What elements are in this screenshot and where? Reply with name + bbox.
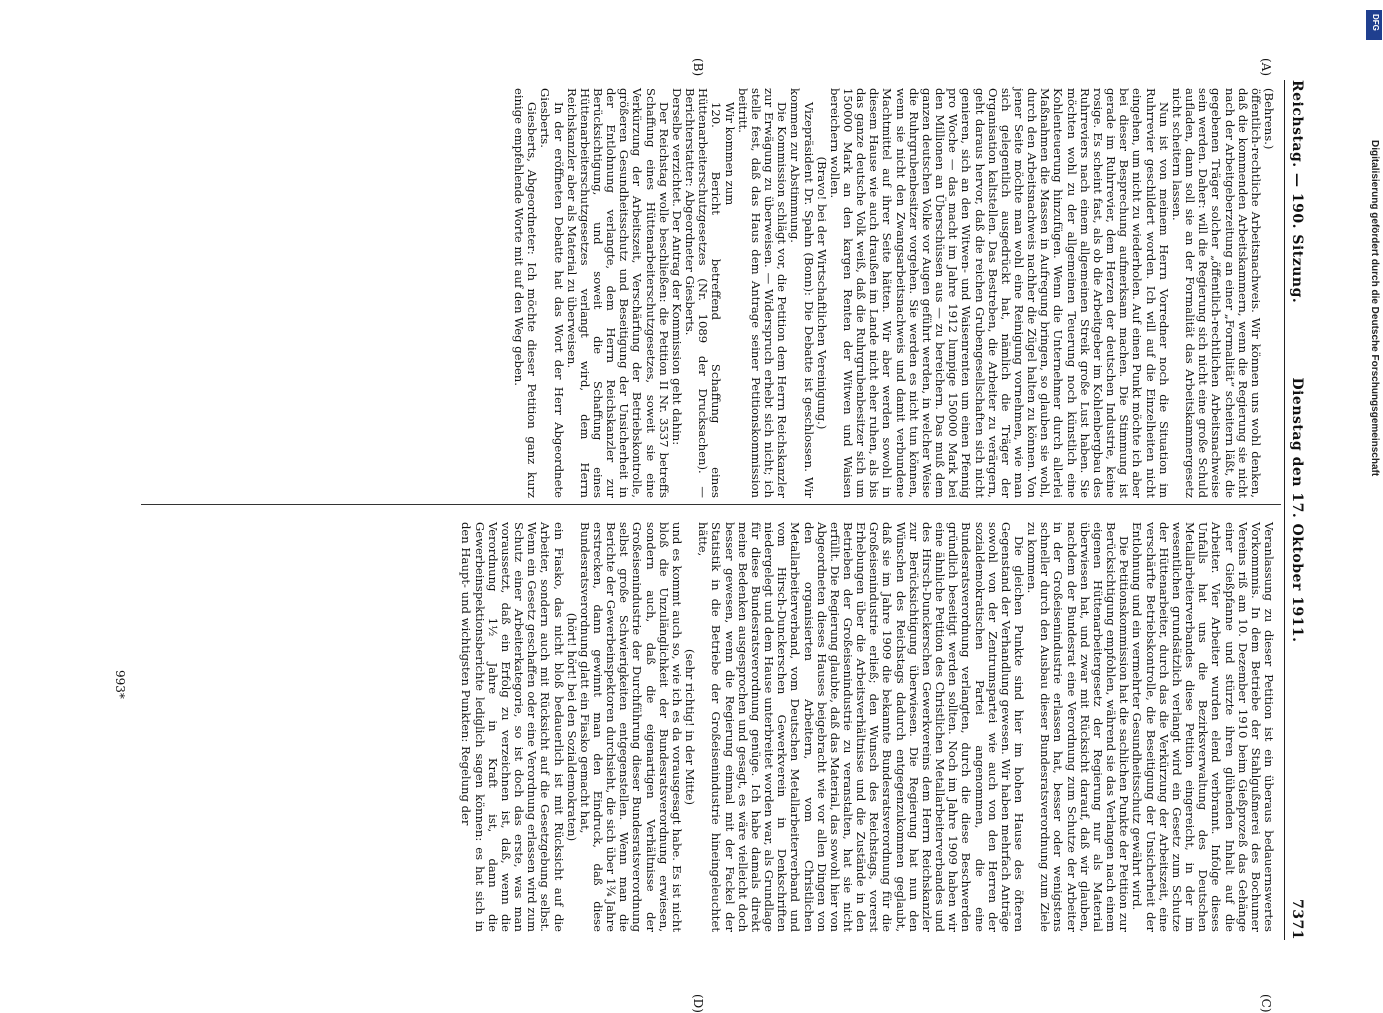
- paragraph: Die Petitionskommission hat die sachlichen Punkte der Petition zur Berücksichtigung empfohlen, während sie das Verlangen nach einem eigenen Hüttenarbeitergesetz der Regierung nur als Material überwiesen hat, und zwar mit Rücksicht darauf, daß wir glauben, nachdem der Bundesrat eine Verordnung zum Schutze der Arbeiter in der Großeisenindustrie erlassen hat, besser oder wenigstens schneller durch den Ausbau dieser Bundesratsverordnung zum Ziele zu kommen.: [1025, 522, 1132, 932]
- paragraph: Vizepräsident Dr. Spahn (Bonn): Die Debatte ist geschlossen. Wir kommen zur Abstimmung.: [788, 88, 816, 498]
- margin-mark-d: (D): [691, 994, 705, 1013]
- motion-text: Der Reichstag wolle beschließen: die Petition II Nr. 3537 betreffs Schaffung eines Hüttenarbeiterschutzgesetzes, soweit sie eine Verkürzung der Arbeitszeit, Verschärfung der Betriebskontrolle, größeren Gesundheitsschutz und Beseitigung der Unsicherheit in der Entlohnung verlangte, dem Herrn Reichskanzler zur Berücksichtigung, und soweit die Schaffung eines Hüttenarbeiterschutzgesetzes verlangt wird, dem Herrn Reichskanzler aber als Material zu überweisen.: [564, 88, 671, 498]
- paragraph: Die Kommission schlägt vor, die Petition dem Herrn Reichskanzler zur Erwägung zu überweisen. — Widerspruch erhebt sich nicht; ich stelle fest, daß das Haus dem Antrage seiner Petitionskommission beitritt.: [735, 88, 790, 498]
- interjection: (hört! hört! bei den Sozialdemokraten): [564, 612, 579, 842]
- header-center: Dienstag den 17. Oktober 1911.: [1289, 377, 1305, 643]
- paragraph: Giesberts, Abgeordneter: Ich möchte dieser Petition ganz kurz einige empfehlende Worte mit auf den Weg geben.: [512, 88, 540, 498]
- interjection: (Bravo! bei der Wirtschaftlichen Vereinigung.): [814, 156, 829, 430]
- paragraph: Nun ist von meinem Herrn Vorredner noch die Situation im Ruhrrevier geschildert worden. Ich will auf die Einzelheiten nicht eingehen, um nicht zu wiederholen. Auf einen Punkt möchte ich aber bei dieser Besprechung aufmerksam machen. Die Stimmung ist gerade im Ruhrrevier, dem Herzen der deutschen Industrie, keine rosige. Es scheint fast, als ob die Arbeitgeber im Kohlenbergbau des Ruhrreviers nach einem allgemeinen Streik große Lust haben. Sie möchten wohl zu der allgemeinen Teuerung noch künstlich eine Kohlenteuerung hinzufügen. Wenn die Unternehmer durch allerlei Maßnahmen die Massen in Aufregung bringen, so glauben sie wohl, durch den Arbeitsnachweis nachher die Zügel halten zu können. Von jener Seite möchte man wohl eine Reinigung vornehmen, wie man sich gelegentlich ausgedrückt hat, nämlich die Träger der Organisation kaltstellen. Das Bestreben, die Arbeiter zu verärgern, geht daraus hervor, daß die reichen Grubengesellschaften sich nicht genieren, sich an den Witwen- und Waisenrenten um einen Pfennig pro Woche — das macht im Jahre 1912 lumpige 150000 Mark bei den Millionen an Überschüssen aus — zu bereichern. Das muß dem ganzen deutschen Volke vor Augen geführt werden, in welcher Weise die Ruhrgrubenbesitzer vorgehen. Sie werden es nicht tun können, wenn sie nicht den Zwangsarbeitsnachweis und damit verbundene Machtmittel auf ihrer Seite hätten. Wir aber werden sowohl in diesem Hause wie auch draußen im Lande nicht eher ruhen, als bis das ganze deutsche Volk weiß, daß die Ruhrgrubenbesitzer sich um 150000 Mark an den kargen Renten der Witwen und Waisen bereichern wollen.: [827, 88, 1171, 498]
- margin-mark-c: (C): [1259, 994, 1273, 1013]
- margin-mark-a: (A): [1259, 58, 1273, 77]
- right-column: [459, 522, 1275, 932]
- paragraph: ein Fiasko, das nicht bloß bedauerlich ist mit Rücksicht auf die Arbeiter, sondern auch mit Rücksicht auf die Gesetzgebung selbst. Wenn ein Gesetz geschaffen oder eine Verordnung erlassen wird zum Schutz einer Arbeiterkategorie, so ist doch das erste, was man voraussetzt, daß ein Erfolg zu verzeichnen ist, daß, wenn die Verordnung 1½ Jahre in Kraft ist, dann die Gewerbeinspektionsberichte lediglich sagen können: es hat sich in den Haupt- und wichtigsten Punkten: Regelung der: [459, 522, 566, 932]
- left-column: [512, 88, 1275, 498]
- agenda-item: 120. Bericht betreffend Schaffung eines Hüttenarbeiterschutzgesetzes (Nr. 1089 der Drucksachen). — Berichterstatter: Abgeordneter Giesberts.: [683, 88, 724, 498]
- rotated-page: [0, 30, 1345, 1013]
- dfg-logo: DFG: [1366, 10, 1382, 40]
- paragraph: öffentlich-rechtliche Arbeitsnachweis. Wir können uns wohl denken, daß die kommenden Arbeitskammern, wenn die Regierung sie nicht nach der Arbeitgeberzeitung an einer „Formalität“ scheitern läßt, die gegebenen Träger solcher „öffentlich-rechtlichen Arbeitsnachweise sein werden. Daher: will die Regierung sich nicht eine große Schuld aufladen, dann soll sie an der Formalität das Arbeitskammergesetz nicht scheitern lassen.: [1169, 88, 1263, 498]
- paragraph: Derselbe verzichtet. Der Antrag der Kommission geht dahin:: [669, 88, 684, 446]
- page-signature: 993*: [113, 670, 127, 699]
- paragraph: Wir kommen zum: [722, 102, 737, 206]
- page-number: 7371: [1289, 899, 1305, 940]
- paragraph: Veranlassung zu dieser Petition ist ein überaus bedauernswertes Vorkommnis. In dem Betriebe der Stahlgußmerei des Bochumer Vereins riß am 10. Dezember 1910 beim Gießprozeß das Gehänge einer Gießpfanne und stürzte ihren glühenden Inhalt auf die Arbeiter. Vier Arbeiter wurden elend verbrannt. Infolge dieses Unfalls hat uns die Bezirksverwaltung des Deutschen Metallarbeiterverbandes diese Petition eingereicht, in der im wesentlichen grundsätzlich verlangt wird ein Gesetz zum Schutze der Hüttenarbeiter, durch das die Verkürzung der Arbeitszeit, eine verschärfte Betriebskontrolle, die Beseitigung der Unsicherheit der Entlohnung und ein vermehrter Gesundheitsschutz gewährt wird.: [1130, 522, 1276, 932]
- interjection: (sehr richtig! in der Mitte): [683, 648, 698, 806]
- paragraph: und es kommt auch so, wie ich es da vorausgesagt habe. Es ist nicht bloß die Unzulänglichkeit der Bundesratsverordnung erwiesen, sondern auch, daß die eigenartigen Verhältnisse der Großeisenindustrie der Durchführung dieser Bundesratsverordnung selbst große Schwierigkeiten entgegenstellen. Wenn man die Berichte der Gewerbeinspektoren durchsieht, die sich über 1¾ Jahre erstrecken, dann gewinnt man den Eindruck, daß diese Bundesratsverordnung glatt ein Fiasko gemacht hat,: [577, 522, 684, 932]
- page-header: [1284, 80, 1313, 940]
- paragraph: In der eröffneten Debatte hat das Wort der Herr Abgeordnete Giesberts.: [538, 88, 566, 498]
- paragraph: Die gleichen Punkte sind hier im hohen Hause des öfteren Gegenstand der Verhandlung gewesen. Wir haben mehrfach Anträge sowohl von der Zentrumspartei wie auch von den Herren der sozialdemokratischen Partei angenommen, die eine Bundesratsverordnung verlangten, durch die diese Beschwerden gründlich beseitigt werden sollten. Noch im Jahre 1909 haben wir eine ähnliche Petition des Christlichen Metallarbeiterverbandes und des Hirsch-Dunckerschen Gewerkvereins dem Herrn Reichskanzler zur Berücksichtigung überwiesen. Die Regierung hat nun den Wünschen des Reichstags dadurch entgegenzukommen geglaubt, daß sie im Jahre 1909 die bekannte Bundesratsverordnung für die Großeisenindustrie erließ; den Wunsch des Reichstags, vorerst Erhebungen über die Arbeitsverhältnisse und die Zustände in den Betrieben der Großeisenindustrie zu veranstalten, hat sie nicht erfüllt. Die Regierung glaubte, daß das Material, das sowohl hier von Abgeordneten dieses Hauses beigebracht wie vor allen Dingen von den organisierten Arbeitern, vom Christlichen Metallarbeiterverband, vom Deutschen Metallarbeiterverband und vom Hirsch-Dunckerschen Gewerkverein in Denkschriften niedergelegt und dem Hause unterbreitet worden war, als Grundlage für diese Bundesratsverordnung genüge. Ich habe damals direkt meine Bedenken ausgesprochen und gesagt, es wäre vielleicht doch besser gewesen, wenn die Regierung einmal mit der Fackel der Statistik in die Betriebe der Großeisenindustrie hineingeleuchtet hätte,: [696, 522, 1027, 932]
- column-divider: [141, 504, 1281, 505]
- digitization-credit: Digitalisierung gefördert durch die Deutsche Forschungsgemeinschaft: [1369, 140, 1380, 477]
- header-left: Reichstag. — 190. Sitzung.: [1289, 80, 1305, 304]
- margin-mark-b: (B): [691, 58, 705, 77]
- speaker-tag: (Behrens.): [1262, 88, 1276, 150]
